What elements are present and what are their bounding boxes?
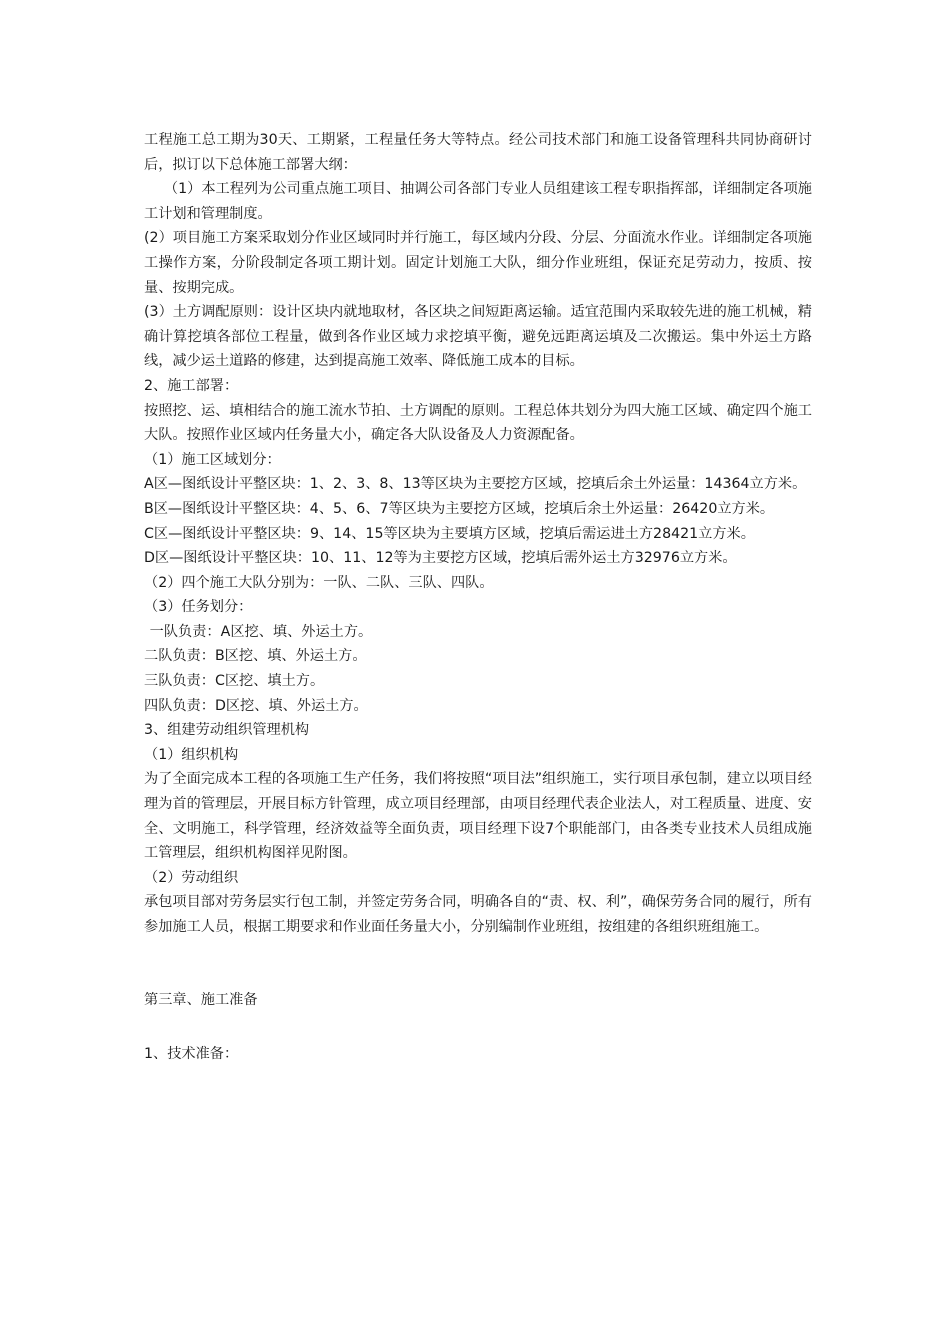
organization-paragraph: 为了全面完成本工程的各项施工生产任务，我们将按照“项目法”组织施工，实行项目承包制，建立以项目经理为首的管理层，开展目标方针管理，成立项目经理部，由项目经理代表企业法人，对工程质量、进度、安全、文明施工，科学管理，经济效益等全面负责，项目经理下设7个职能部门，由各类专业技术人员组成施工管理层，组织机构图祥见附图。 <box>144 771 812 862</box>
deployment-paragraph: 按照挖、运、填相结合的施工流水节拍、土方调配的原则。工程总体共划分为四大施工区域、确定四个施工大队。按照作业区域内任务量大小，确定各大队设备及人力资源配备。 <box>144 402 812 444</box>
labor-paragraph: 承包项目部对劳务层实行包工制，并签定劳务合同，明确各自的“责、权、利”，确保劳务合同的履行，所有参加施工人员，根据工期要求和作业面任务量大小，分别编制作业班组，按组建的各组织班组施工。 <box>144 894 812 935</box>
section-title: 1、技术准备： <box>144 1046 239 1063</box>
zone-a-paragraph: A区—图纸设计平整区块：1、2、3、8、13等区块为主要挖方区域，挖填后余土外运量：14364立方米。 <box>144 476 807 493</box>
teams-paragraph: （2）四个施工大队分别为：一队、二队、三队、四队。 <box>144 574 494 591</box>
team-2-task: 二队负责：B区挖、填、外运土方。 <box>144 648 367 665</box>
team-4-task: 四队负责：D区挖、填、外运土方。 <box>144 697 368 714</box>
item-3-paragraph: (3）土方调配原则：设计区块内就地取材，各区块之间短距离运输。适宜范围内采取较先进的施工机械，精确计算挖填各部位工程量，做到各作业区域力求挖填平衡，避免远距离运填及二次搬运。集中外运土方路线，减少运土道路的修建，达到提高施工效率、降低施工成本的目标。 <box>144 304 812 370</box>
team-1-task: 一队负责：A区挖、填、外运土方。 <box>149 623 373 640</box>
zone-c-paragraph: C区—图纸设计平整区块：9、14、15等区块为主要填方区域，挖填后需运进土方28421立方米。 <box>144 525 755 542</box>
spacer <box>144 940 812 988</box>
section-3-heading: 3、组建劳动组织管理机构 <box>144 722 310 739</box>
team-3-task: 三队负责：C区挖、填土方。 <box>144 673 325 690</box>
spacer <box>144 1012 812 1042</box>
section-2-heading: 2、施工部署： <box>144 377 239 394</box>
task-division-heading: （3）任务划分： <box>144 599 253 616</box>
chapter-title: 第三章、施工准备 <box>144 991 258 1008</box>
zone-d-paragraph: D区—图纸设计平整区块：10、11、12等为主要挖方区域，挖填后需外运土方32976立方米。 <box>144 550 737 567</box>
intro-paragraph: 工程施工总工期为30天、工期紧，工程量任务大等特点。经公司技术部门和施工设备管理科共同协商研讨后，拟订以下总体施工部署大纲： <box>144 132 812 173</box>
organization-heading: （1）组织机构 <box>144 746 239 763</box>
zone-b-paragraph: B区—图纸设计平整区块：4、5、6、7等区块为主要挖方区域，挖填后余土外运量：26420立方米。 <box>144 500 775 517</box>
document-body <box>144 128 812 1067</box>
item-1-paragraph: （1）本工程列为公司重点施工项目、抽调公司各部门专业人员组建该工程专职指挥部，详细制定各项施工计划和管理制度。 <box>144 181 812 222</box>
zone-division-heading: （1）施工区域划分： <box>144 451 281 468</box>
labor-heading: （2）劳动组织 <box>144 869 239 886</box>
item-2-paragraph: (2）项目施工方案采取划分作业区域同时并行施工，每区域内分段、分层、分面流水作业。详细制定各项施工操作方案，分阶段制定各项工期计划。固定计划施工大队，细分作业班组，保证充足劳动力，按质、按量、按期完成。 <box>144 230 812 296</box>
